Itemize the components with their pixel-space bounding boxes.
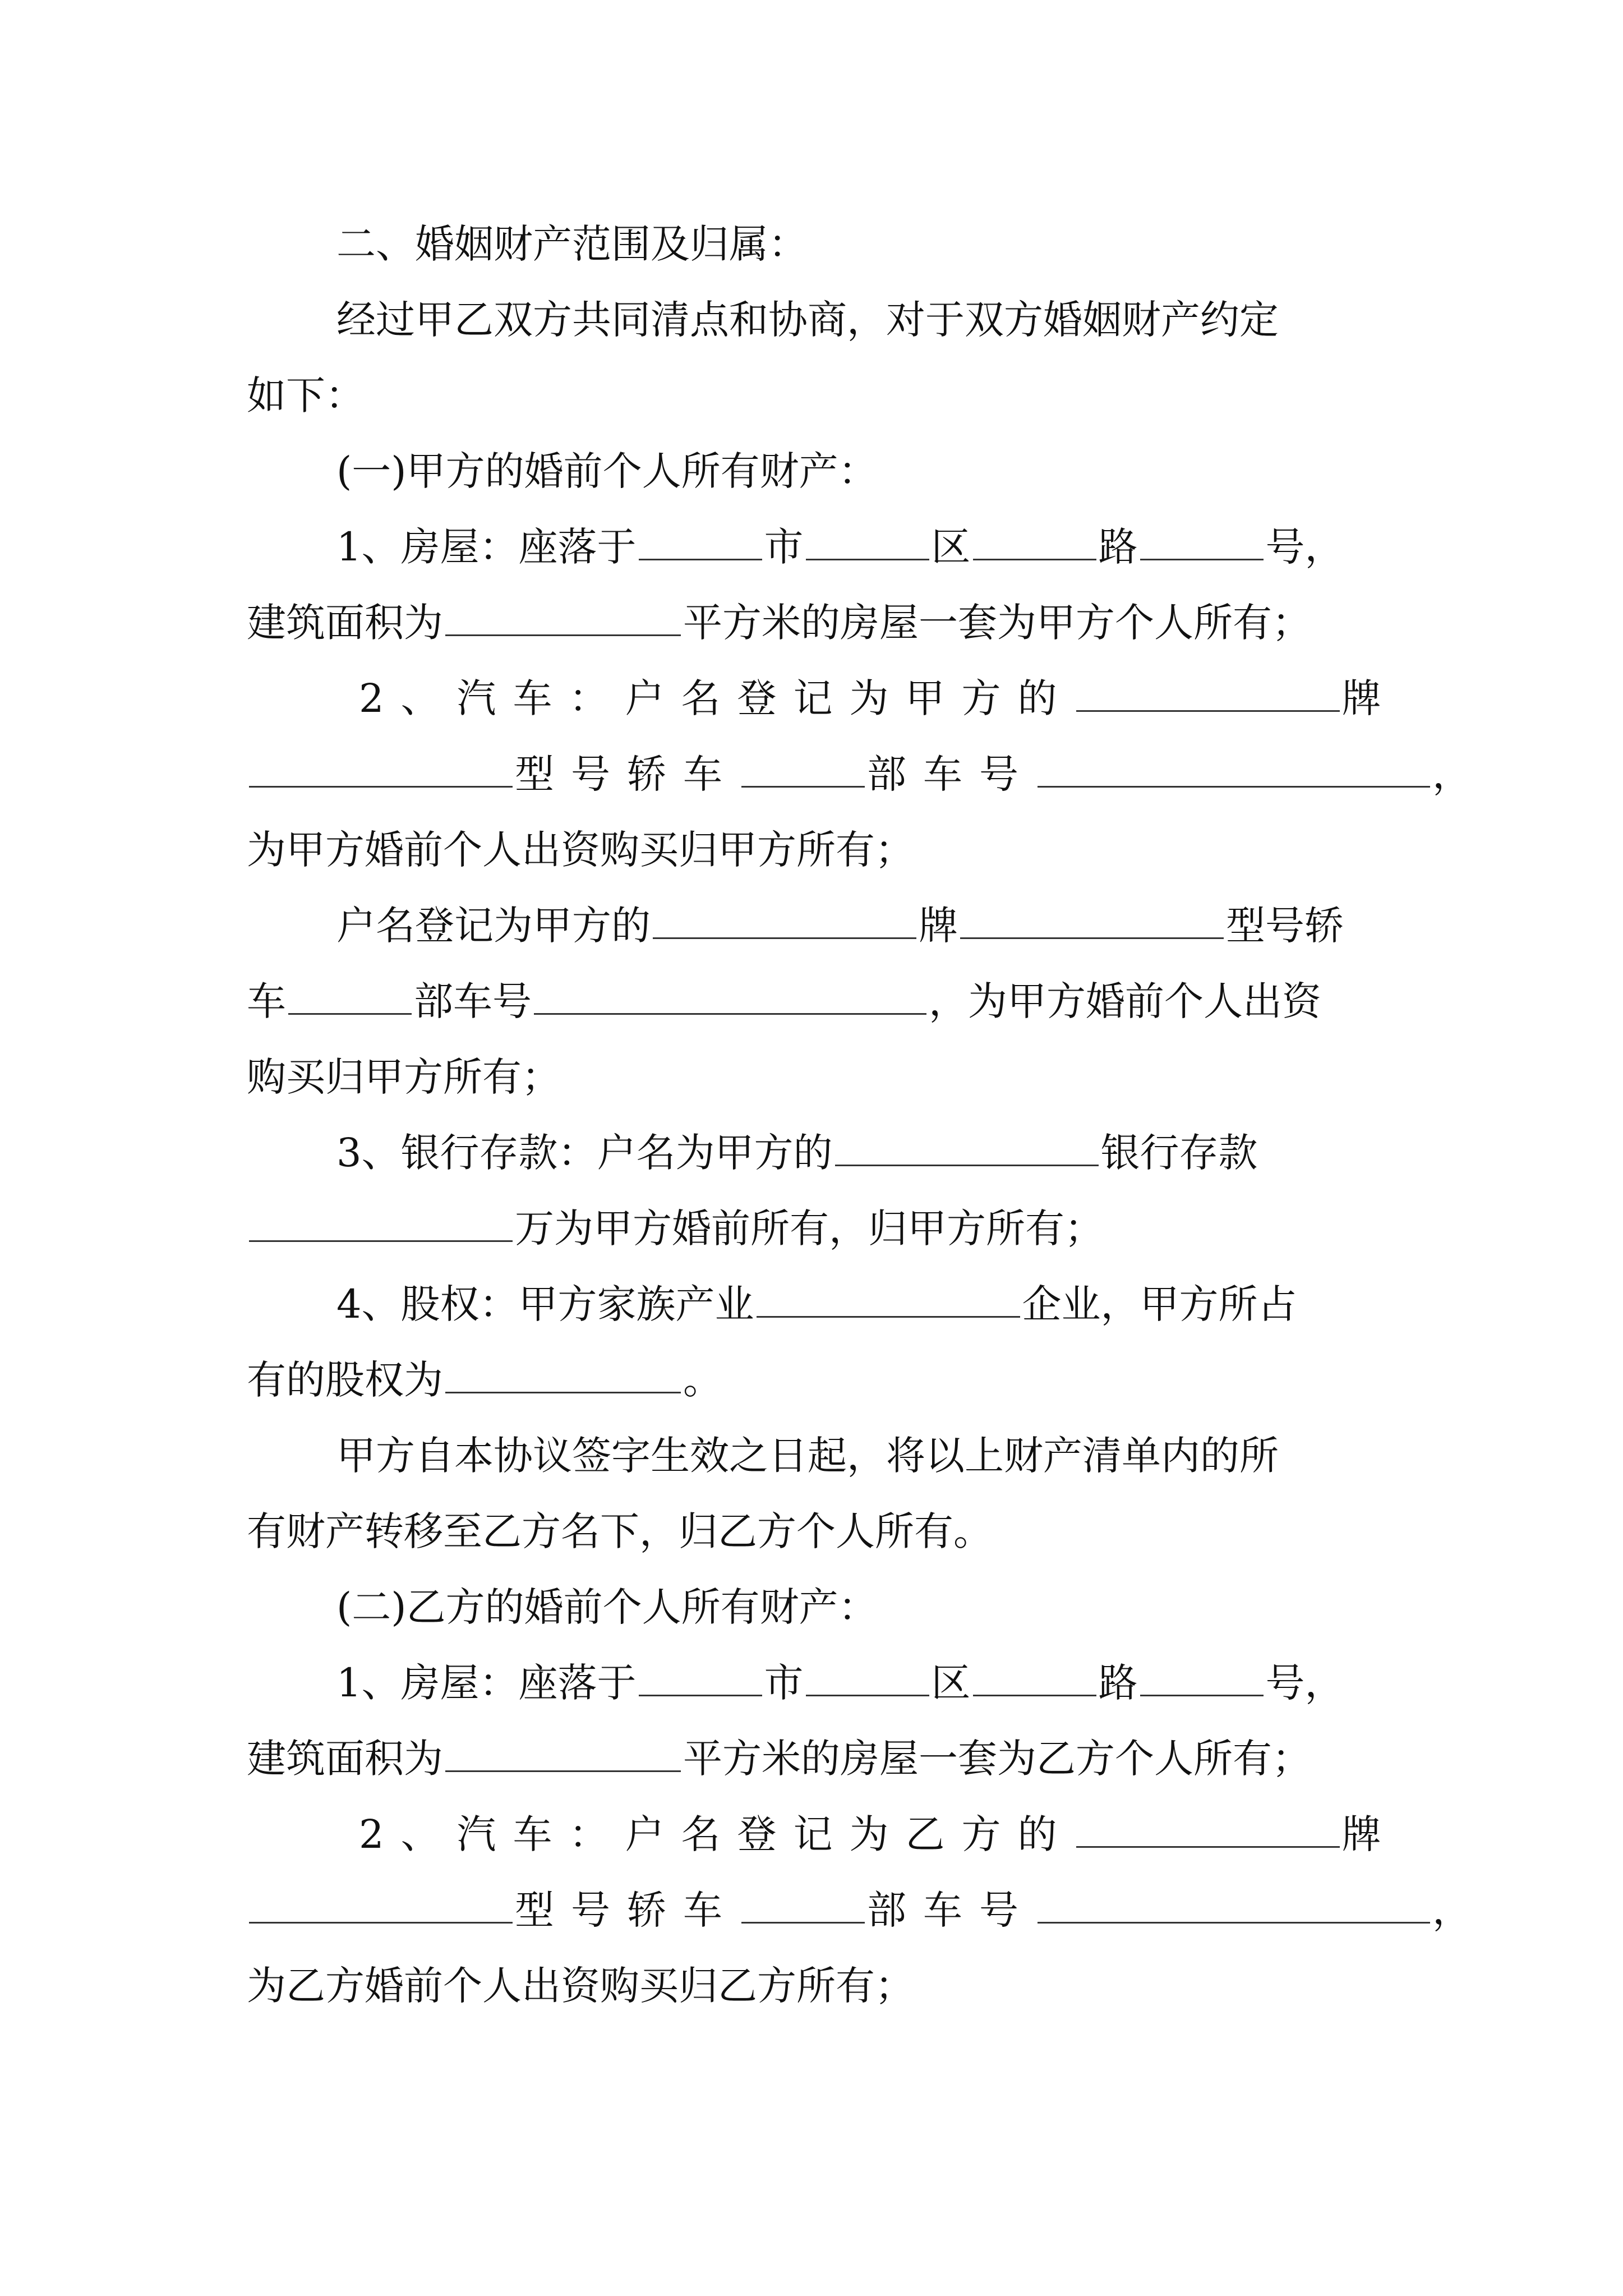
area-tail: 平方米的房屋一套为甲方个人所有； — [683, 600, 1311, 646]
district-label: 区 — [931, 524, 971, 570]
blank-field[interactable] — [806, 1661, 929, 1696]
party-a-equity-line-2 — [247, 1352, 1385, 1408]
blank-field[interactable] — [806, 525, 929, 560]
party-b-house-line-2 — [247, 1731, 1385, 1787]
blank-field[interactable] — [1076, 677, 1340, 712]
blank-field[interactable] — [741, 1888, 865, 1924]
blank-field[interactable] — [1038, 1888, 1430, 1924]
blank-field[interactable] — [249, 1888, 513, 1924]
brand-label: 牌 — [1341, 675, 1398, 721]
unit-label: 部车号 — [867, 751, 1035, 797]
blank-field[interactable] — [1140, 1661, 1264, 1696]
party-a-deposit-line-1 — [336, 1125, 1385, 1181]
bank-label: 银行存款 — [1100, 1130, 1258, 1176]
party-a-heading: (一)甲方的婚前个人所有财产： — [336, 448, 878, 494]
blank-field[interactable] — [249, 752, 513, 788]
blank-field[interactable] — [1140, 525, 1264, 560]
party-b-heading: (二)乙方的婚前个人所有财产： — [336, 1584, 878, 1630]
model-label: 型号轿车 — [515, 751, 739, 797]
intro-line-1: 经过甲乙双方共同清点和协商，对于双方婚姻财产约定 — [336, 297, 1279, 343]
blank-field[interactable] — [653, 904, 916, 939]
party-b-car1-line-1 — [359, 1806, 1398, 1862]
party-a-house-line-2 — [247, 595, 1385, 651]
blank-field[interactable] — [288, 979, 412, 1015]
deposit-lead: 3、银行存款：户名为甲方的 — [336, 1130, 833, 1176]
blank-field[interactable] — [1076, 1812, 1340, 1848]
model-label: 型号轿 — [1226, 903, 1344, 949]
party-b-house-lead: 1、房屋：座落于 — [336, 1660, 637, 1706]
car2-tail: ，为甲方婚前个人出资 — [929, 978, 1321, 1024]
area-lead: 建筑面积为 — [247, 600, 443, 646]
equity-share-lead: 有的股权为 — [247, 1357, 443, 1403]
blank-field[interactable] — [1038, 752, 1430, 788]
intro-line-2: 如下： — [247, 372, 365, 418]
model-label-cont: 车 — [247, 978, 286, 1024]
blank-field[interactable] — [445, 1737, 681, 1772]
brand-label: 牌 — [919, 903, 958, 949]
blank-field[interactable] — [757, 1282, 1020, 1318]
unit-label: 部车号 — [414, 978, 532, 1024]
party-a-transfer-line-1: 甲方自本协议签字生效之日起，将以上财产清单内的所 — [336, 1433, 1279, 1479]
blank-field[interactable] — [973, 1661, 1096, 1696]
equity-lead: 4、股权：甲方家族产业 — [336, 1281, 754, 1327]
party-a-house-line-1 — [336, 519, 1385, 575]
deposit-tail: 万为甲方婚前所有，归甲方所有； — [515, 1205, 1104, 1251]
period: 。 — [683, 1357, 722, 1403]
blank-field[interactable] — [249, 1207, 513, 1242]
party-b-car1-line-2 — [247, 1882, 1488, 1938]
car2-lead: 户名登记为甲方的 — [336, 903, 651, 949]
comma: ， — [1432, 1887, 1488, 1933]
area-tail: 平方米的房屋一套为乙方个人所有； — [683, 1736, 1311, 1782]
party-a-car1-line-2 — [247, 746, 1488, 802]
blank-field[interactable] — [445, 1358, 681, 1393]
comma: ， — [1432, 751, 1488, 797]
city-label: 市 — [764, 1660, 804, 1706]
party-b-car1-line-3: 为乙方婚前个人出资购买归乙方所有； — [247, 1963, 914, 2009]
number-label: 号， — [1265, 524, 1344, 570]
blank-field[interactable] — [973, 525, 1096, 560]
party-a-transfer-line-2: 有财产转移至乙方名下，归乙方个人所有。 — [247, 1508, 993, 1554]
equity-tail: 企业，甲方所占 — [1022, 1281, 1297, 1327]
road-label: 路 — [1098, 1660, 1138, 1706]
party-a-house-lead: 1、房屋：座落于 — [336, 524, 637, 570]
brand-label: 牌 — [1341, 1811, 1398, 1857]
blank-field[interactable] — [534, 979, 926, 1015]
party-a-car1-line-1 — [359, 670, 1398, 726]
blank-field[interactable] — [445, 601, 681, 636]
area-lead: 建筑面积为 — [247, 1736, 443, 1782]
road-label: 路 — [1098, 524, 1138, 570]
blank-field[interactable] — [639, 1661, 762, 1696]
blank-field[interactable] — [639, 525, 762, 560]
party-a-car1-line-3: 为甲方婚前个人出资购买归甲方所有； — [247, 827, 914, 873]
number-label: 号， — [1265, 1660, 1344, 1706]
district-label: 区 — [931, 1660, 971, 1706]
party-a-deposit-line-2 — [247, 1200, 1385, 1257]
unit-label: 部车号 — [867, 1887, 1035, 1933]
party-a-car2-line-2 — [247, 973, 1385, 1029]
party-a-car2-line-1 — [336, 898, 1385, 954]
party-a-car2-line-3: 购买归甲方所有； — [247, 1054, 561, 1100]
model-label: 型号轿车 — [515, 1887, 739, 1933]
blank-field[interactable] — [835, 1131, 1099, 1166]
section-title: 二、婚姻财产范围及归属： — [336, 221, 808, 267]
blank-field[interactable] — [960, 904, 1224, 939]
blank-field[interactable] — [741, 752, 865, 788]
car1-lead: 2、汽车：户名登记为甲方的 — [359, 675, 1074, 721]
party-b-house-line-1 — [336, 1655, 1385, 1711]
car1-lead: 2、汽车：户名登记为乙方的 — [359, 1811, 1074, 1857]
party-a-equity-line-1 — [336, 1276, 1385, 1332]
city-label: 市 — [764, 524, 804, 570]
